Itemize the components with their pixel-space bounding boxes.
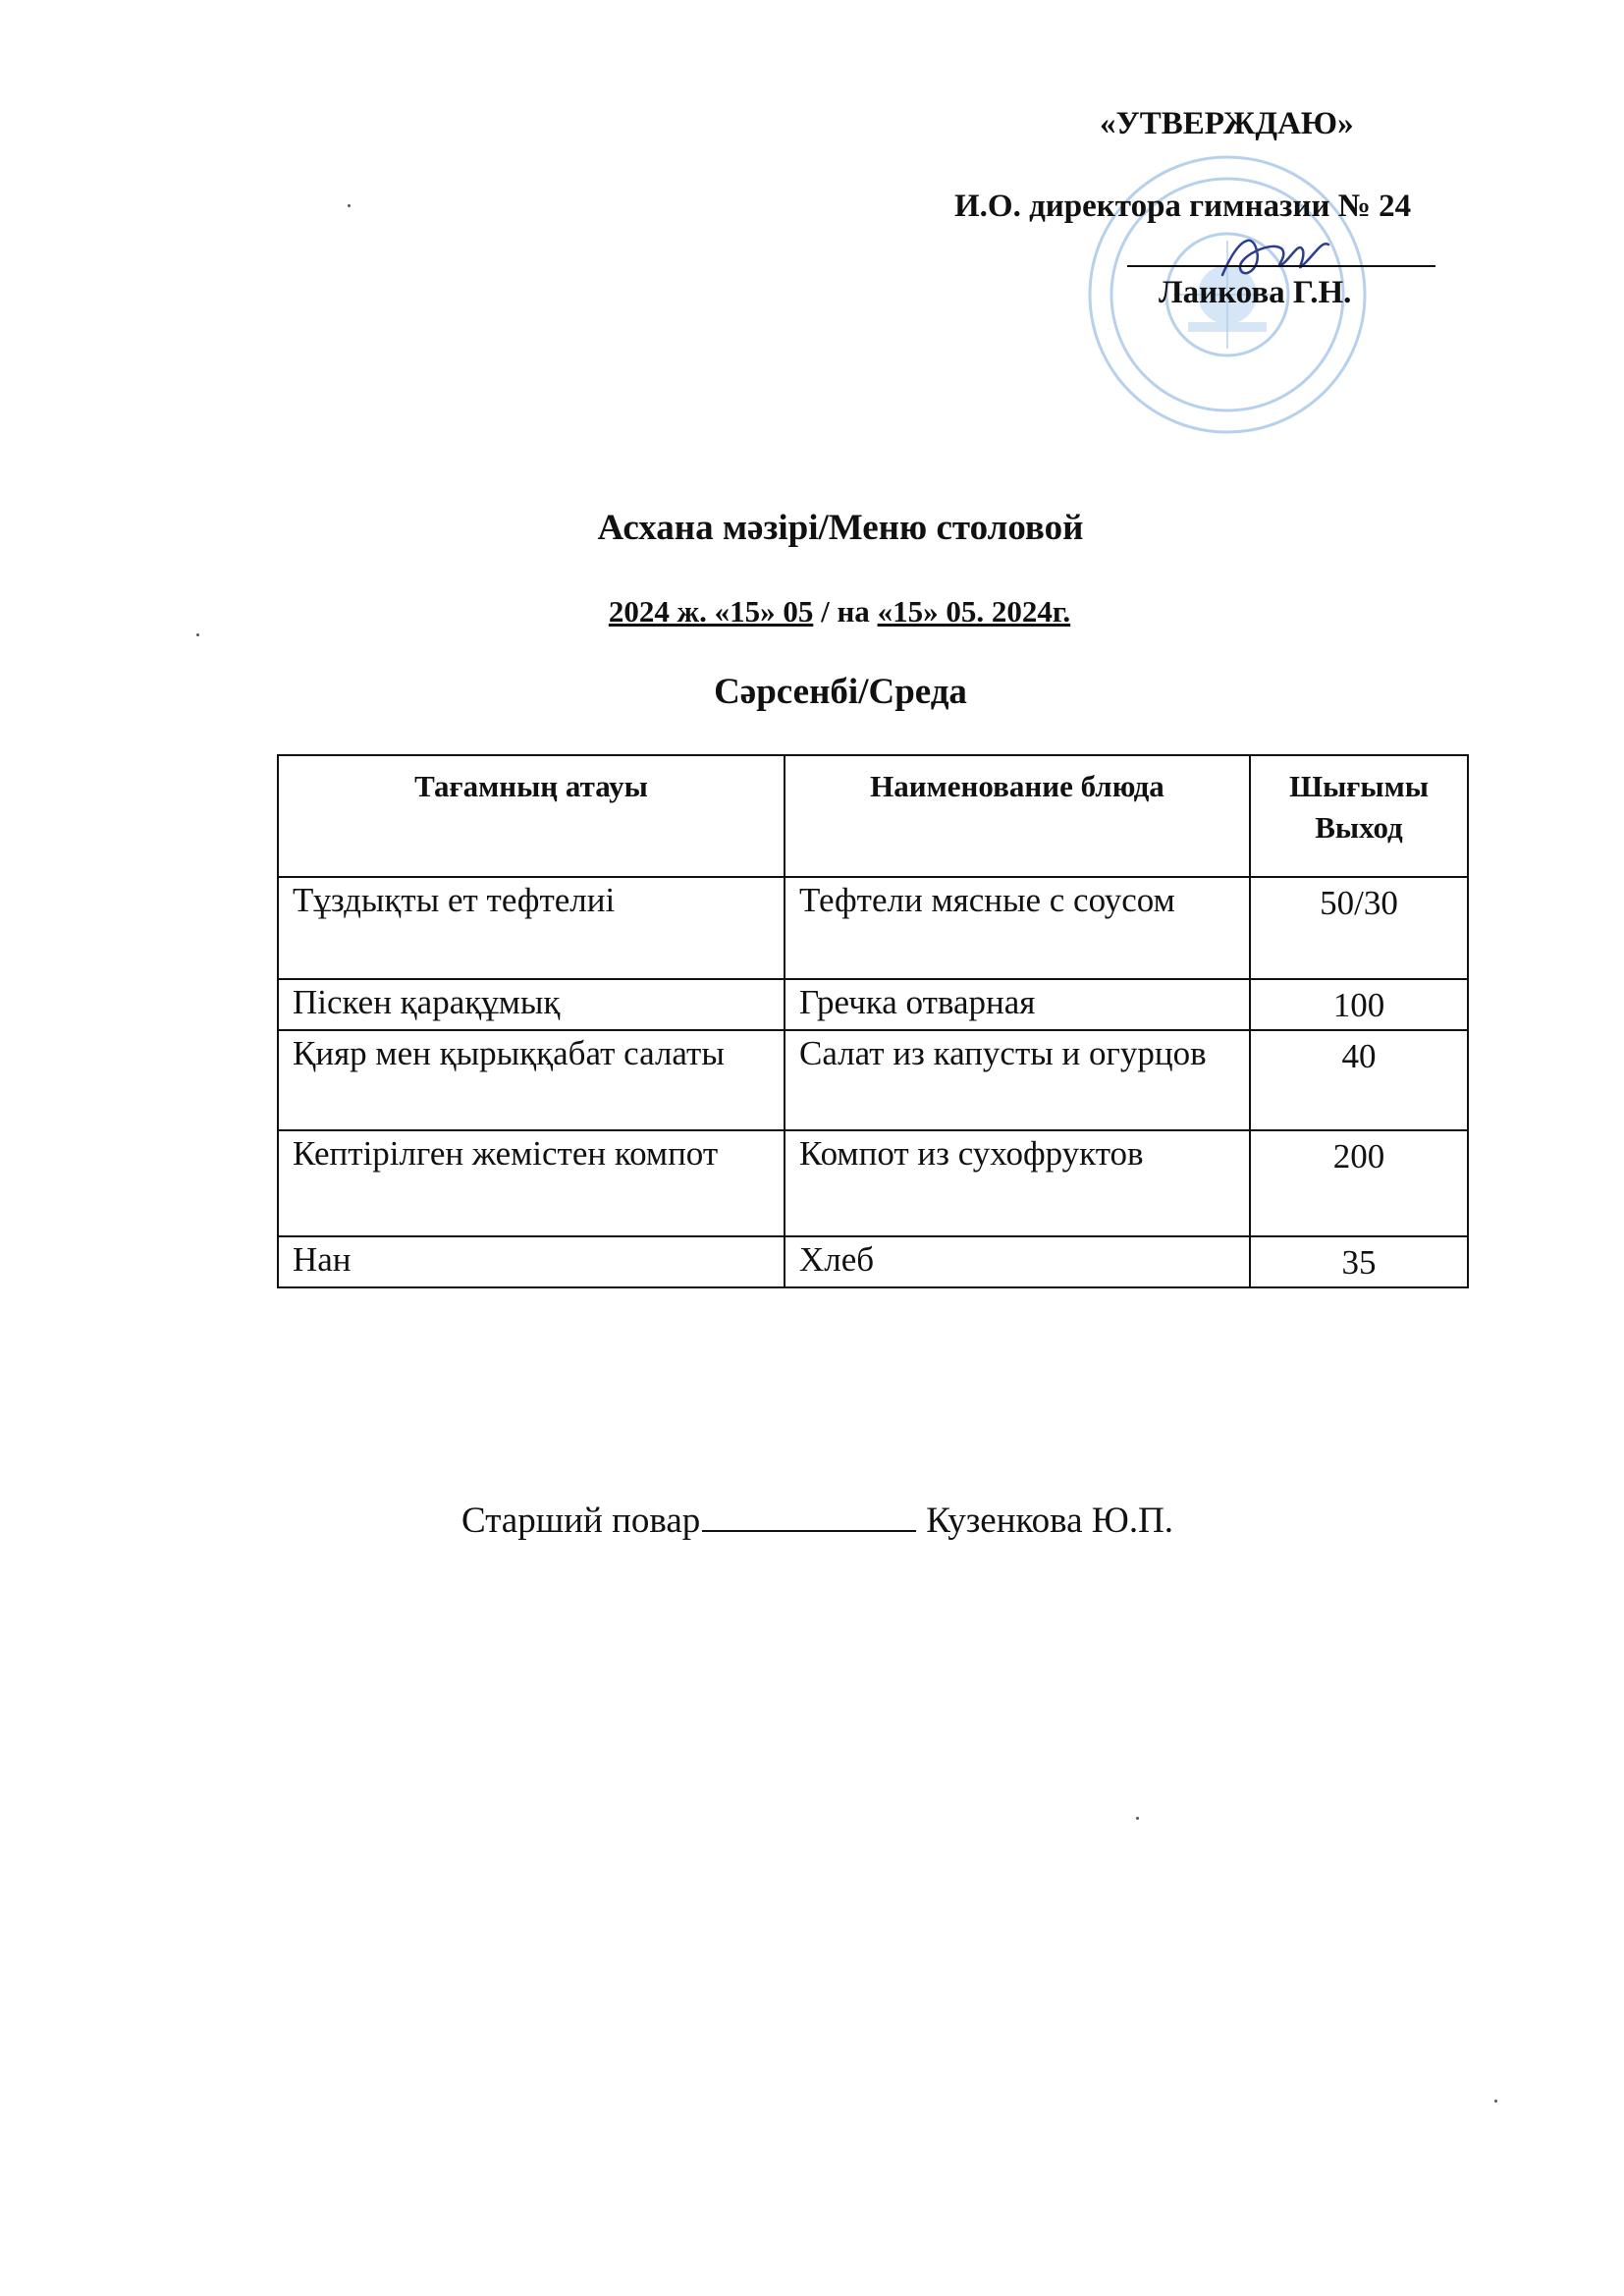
dish-name-kz: Піскен қарақұмық [278,979,785,1030]
senior-cook-line [461,1500,1173,1542]
header-yield [1250,755,1468,877]
table-row [278,1236,1468,1287]
menu-title: Асхана мәзірі/Меню столовой [597,508,1084,548]
dish-name-kz: Нан [278,1236,785,1287]
scan-speck [196,633,199,636]
approval-name: Лаикова Г.Н. [1159,275,1352,310]
menu-table [277,754,1469,1288]
dish-name-ru: Компот из сухофруктов [785,1130,1250,1236]
dish-name-ru: Салат из капусты и огурцов [785,1030,1250,1130]
dish-name-kz: Тұздықты ет тефтелиі [278,877,785,979]
table-row [278,1130,1468,1236]
menu-day: Сәрсенбі/Среда [714,672,967,712]
senior-cook-label: Старший повар [461,1501,701,1541]
menu-date-ru: «15» 05. 2024г. [877,594,1071,629]
dish-name-ru: Гречка отварная [785,979,1250,1030]
approval-title: «УТВЕРЖДАЮ» [1100,106,1354,141]
scan-speck [348,204,351,207]
dish-name-kz: Кептірілген жемістен компот [278,1130,785,1236]
header-yield-ru: Выход [1315,809,1403,845]
dish-yield: 50/30 [1250,877,1468,979]
dish-yield: 200 [1250,1130,1468,1236]
table-row [278,877,1468,979]
table-row [278,1030,1468,1130]
dish-yield: 35 [1250,1236,1468,1287]
header-dish-ru: Наименование блюда [785,755,1250,877]
dish-yield: 40 [1250,1030,1468,1130]
dish-yield: 100 [1250,979,1468,1030]
header-yield-kz: Шығымы [1289,769,1429,803]
dish-name-ru: Хлеб [785,1236,1250,1287]
menu-date-kz: 2024 ж. «15» 05 [608,594,814,629]
header-dish-kz: Тағамның атауы [278,755,785,877]
senior-cook-name: Кузенкова Ю.П. [926,1501,1174,1541]
dish-name-ru: Тефтели мясные с соусом [785,877,1250,979]
scan-speck [1494,2100,1497,2103]
signature-line [1127,265,1435,267]
menu-date [0,594,1624,629]
dish-name-kz: Қияр мен қырыққабат салаты [278,1030,785,1130]
senior-cook-signature-blank [702,1501,916,1532]
table-row [278,979,1468,1030]
menu-date-separator: / на [813,594,878,629]
approval-position: И.О. директора гимназии № 24 [954,189,1412,224]
table-header-row [278,755,1468,877]
scan-speck [1136,1817,1139,1820]
